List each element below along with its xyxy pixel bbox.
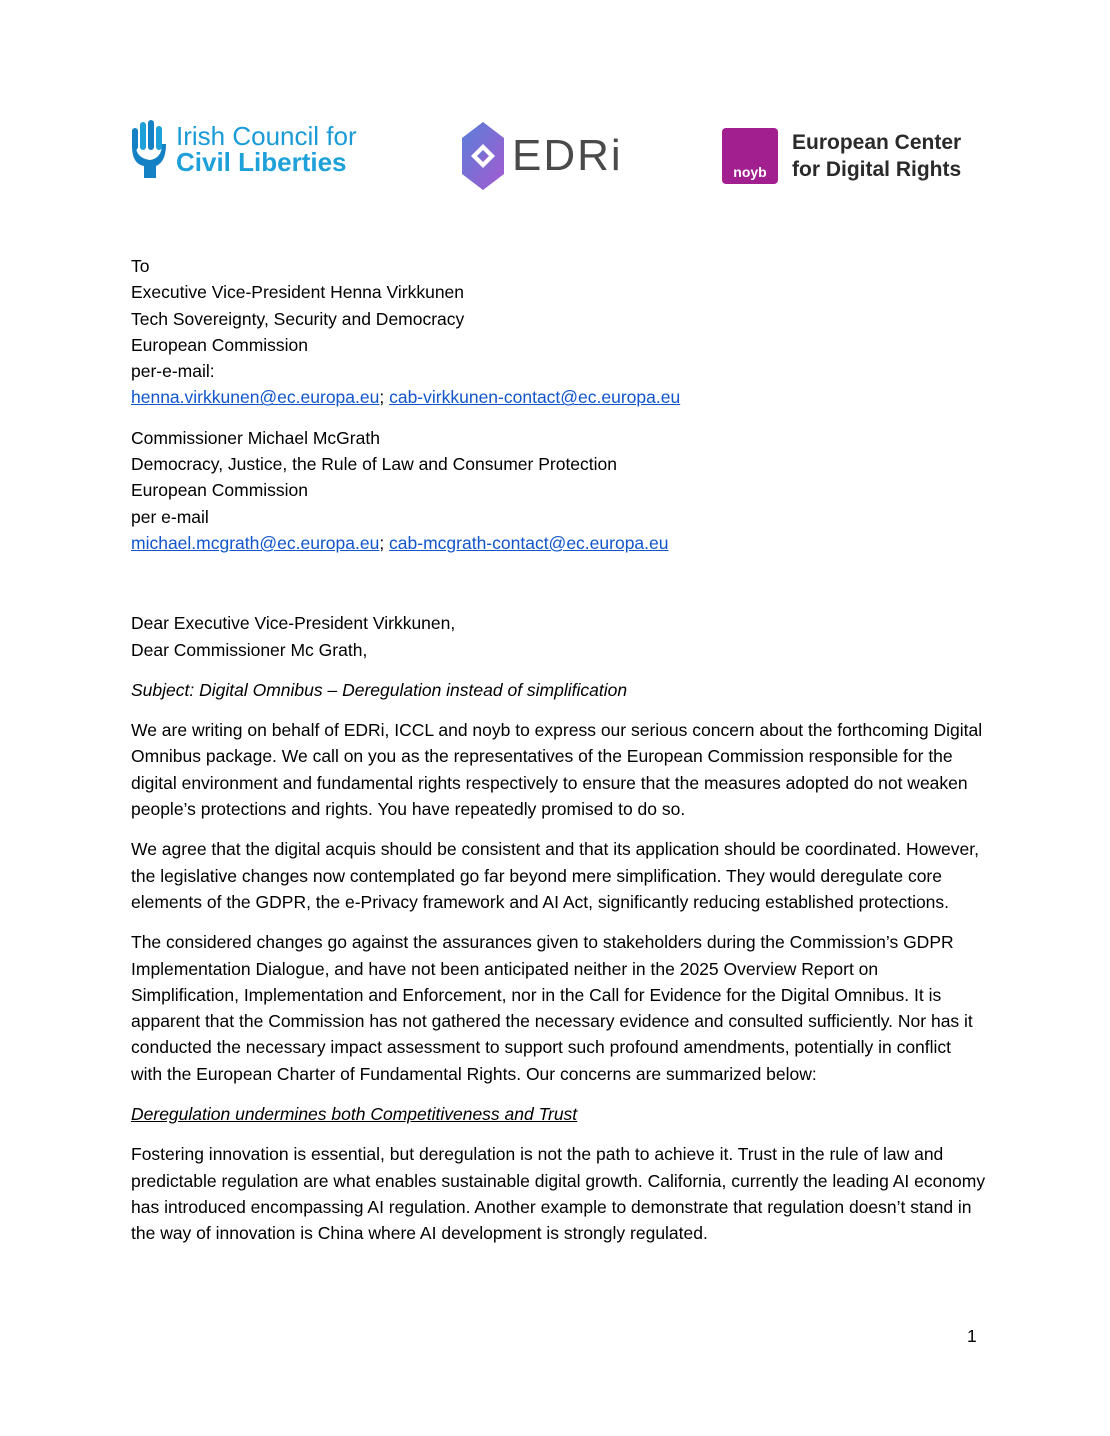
recipient-line: European Commission [131, 334, 309, 355]
body-paragraph: We agree that the digital acquis should be consistent and that its application should be coordinated. However, the legislative changes now contemplated go far beyond mere simplification. They would deregulate core elements of the GDPR, the e-Privacy framework and AI Act, significantly reducing established protections. [131, 839, 979, 912]
recipient-line: To [131, 256, 150, 276]
email-link[interactable]: michael.mcgrath@ec.europa.eu [131, 532, 380, 553]
subject-line: Subject: Digital Omnibus – Deregulation instead of simplification [131, 679, 628, 700]
recipient-line: per-e-mail: [131, 361, 215, 382]
recipient-line: per e-mail [131, 506, 209, 527]
noyb-badge-text: noyb [733, 164, 767, 180]
email-link[interactable]: henna.virkkunen@ec.europa.eu [131, 387, 380, 408]
email-separator: ; [379, 387, 390, 408]
recipient-block-1 [131, 253, 986, 411]
email-line [131, 530, 986, 556]
body-paragraph: The considered changes go against the assurances given to stakeholders during the Commission’s GDPR Implementation Dialogue, and have not been anticipated neither in the 2025 Overview Report on Simplification, Implementation and Enforcement, nor in the Call for Evidence for the Digital Omnibus. It is apparent that the Commission has not gathered the necessary evidence and consulted sufficiently. Nor has it conducted the necessary impact assessment to support such profound amendments, potentially in conflict with the European Charter of Fundamental Rights. Our concerns are summarized below: [131, 932, 973, 1084]
email-link[interactable]: cab-mcgrath-contact@ec.europa.eu [389, 532, 669, 553]
iccl-logo-line2: Civil Liberties [176, 147, 347, 177]
section-heading: Deregulation undermines both Competitiveness and Trust [131, 1104, 578, 1125]
iccl-logo-line1: Irish Council for [176, 121, 357, 151]
noyb-logo [722, 128, 961, 184]
noyb-badge [722, 128, 778, 184]
recipient-line: European Commission [131, 480, 309, 501]
email-line [131, 384, 986, 410]
recipient-line: Tech Sovereignty, Security and Democracy [131, 308, 465, 329]
letter-body [131, 253, 986, 1261]
recipient-line: Democracy, Justice, the Rule of Law and Consumer Protection [131, 454, 618, 475]
noyb-logo-line2: for Digital Rights [792, 158, 962, 181]
salutation [131, 610, 986, 663]
recipient-line: Executive Vice-President Henna Virkkunen [131, 282, 465, 303]
email-link[interactable]: cab-virkkunen-contact@ec.europa.eu [389, 387, 681, 408]
page-number: 1 [967, 1326, 977, 1346]
noyb-logo-line1: European Center [792, 131, 962, 154]
recipient-block-2 [131, 425, 986, 556]
edri-logo [460, 120, 623, 192]
edri-logo-text: EDRi [512, 131, 623, 180]
recipient-line: Commissioner Michael McGrath [131, 427, 380, 448]
salutation-line: Dear Executive Vice-President Virkkunen, [131, 613, 456, 634]
logo-bar [0, 112, 1110, 202]
email-separator: ; [379, 532, 390, 553]
iccl-logo [130, 120, 357, 178]
body-paragraph: Fostering innovation is essential, but deregulation is not the path to achieve it. Trust in the rule of law and predictable regulation are what enables sustainable digital growth. California, currently the leading AI economy has introduced encompassing AI regulation. Another example to demonstrate that regulation doesn’t stand in the way of innovation is China where AI development is strongly regulated. [131, 1144, 986, 1244]
salutation-line: Dear Commissioner Mc Grath, [131, 639, 368, 660]
body-paragraph: We are writing on behalf of EDRi, ICCL and noyb to express our serious concern about the forthcoming Digital Omnibus package. We call on you as the representatives of the European Commission responsible for the digital environment and fundamental rights respectively to ensure that the measures adopted do not weaken people’s protections and rights. You have repeatedly promised to do so. [131, 720, 983, 820]
raised-hands-icon [130, 120, 168, 178]
edri-diamond-icon [460, 120, 506, 192]
